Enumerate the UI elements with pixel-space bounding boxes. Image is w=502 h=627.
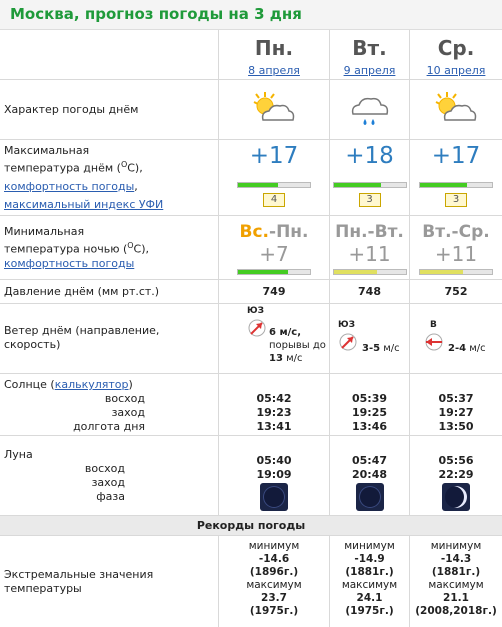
night-day-b: Ср.	[458, 222, 490, 242]
comfort-bar-fill	[334, 183, 381, 187]
weather-cell	[218, 80, 329, 139]
page-title: Москва, прогноз погоды на 3 дня	[10, 5, 302, 23]
sunset-time: 19:27	[438, 406, 474, 419]
records-label-line2: температуры	[4, 582, 82, 595]
records-header: Рекорды погоды	[0, 516, 502, 536]
tmax-cell	[218, 140, 329, 215]
comfort-bar	[237, 269, 311, 275]
sun-cloud-icon	[249, 90, 299, 130]
pressure-cell	[218, 280, 329, 303]
page-title-bar	[0, 0, 502, 30]
temp-max: +17	[431, 143, 481, 169]
wind-arrow-icon	[247, 318, 267, 338]
wind-label-line1: Ветер днём (направление,	[4, 324, 160, 337]
wind-gust: 13	[269, 353, 283, 364]
waxing-crescent-icon	[442, 483, 470, 511]
pressure-row	[0, 280, 502, 304]
moonset-time: 19:09	[256, 468, 292, 481]
record-min-year: (1881г.)	[345, 566, 394, 578]
daylength-label: долгота дня	[73, 420, 145, 433]
comfort-link[interactable]: комфортность погоды	[4, 256, 135, 270]
wind-direction: В	[430, 320, 437, 330]
sun-cell	[329, 374, 409, 435]
pressure-cell	[409, 280, 502, 303]
sunset-label: заход	[111, 406, 145, 419]
moon-cell	[329, 436, 409, 515]
moon-sublabels	[0, 462, 125, 504]
wind-speed: 6 м/с,	[269, 327, 301, 338]
moonset-time: 22:29	[438, 468, 474, 481]
record-min: -14.3	[440, 553, 472, 565]
moon-cell	[218, 436, 329, 515]
night-day-b: Пн.	[276, 222, 309, 242]
moonrise-time: 05:56	[438, 454, 474, 467]
wind-label	[4, 324, 159, 352]
tmin-cell	[218, 216, 329, 279]
sun-label	[4, 378, 133, 392]
record-cell	[218, 536, 329, 627]
tmin-label-line1: Минимальная	[4, 225, 85, 238]
sun-sublabels	[0, 392, 145, 434]
night-day-a: Пн.	[335, 222, 368, 242]
record-min: -14.9	[354, 553, 385, 565]
moonset-time: 20:48	[351, 468, 387, 481]
sunrise-time: 05:37	[438, 392, 474, 405]
record-min-year: (1896г.)	[249, 566, 299, 578]
wind-cell	[329, 304, 409, 373]
record-max-year: (2008,2018г.)	[415, 605, 497, 617]
day-name: Вт.	[352, 36, 387, 60]
tmax-label-line1: Максимальная	[4, 144, 90, 157]
record-max-year: (1975г.)	[345, 605, 394, 617]
tmin-label-unit: C),	[133, 242, 150, 256]
cloud-rain-icon	[345, 90, 395, 130]
day-header-1	[218, 30, 329, 79]
moon-cell	[409, 436, 502, 515]
wind-label-line2: скорость)	[4, 338, 61, 351]
night-label: Вт.-Ср.	[422, 222, 490, 242]
wind-speed-text	[448, 342, 486, 355]
moon-times	[330, 454, 409, 482]
new-moon-icon	[260, 483, 288, 511]
uvi-badge: 3	[445, 193, 467, 207]
record-values	[330, 540, 409, 618]
comfort-bar	[419, 269, 493, 275]
wind-direction: ЮЗ	[247, 306, 264, 316]
weather-cell	[409, 80, 502, 139]
comfort-bar	[333, 182, 407, 188]
wind-arrow-icon	[424, 332, 444, 352]
tmax-cell	[329, 140, 409, 215]
day-date-link[interactable]: 8 апреля	[248, 64, 300, 77]
wind-unit: м/с	[466, 343, 486, 354]
wind-speed-text	[362, 342, 400, 355]
new-moon-icon	[356, 483, 384, 511]
record-max: 21.1	[443, 592, 469, 604]
uvi-badge: 3	[359, 193, 381, 207]
temp-min: +11	[434, 242, 478, 266]
night-label: Вс.-Пн.	[239, 222, 309, 242]
day-date-link[interactable]: 9 апреля	[343, 64, 396, 77]
record-values	[410, 540, 502, 618]
moonrise-label: восход	[84, 462, 125, 475]
sun-label-end: )	[128, 378, 133, 391]
wind-speed: 2-4	[448, 343, 467, 354]
day-header-2	[329, 30, 409, 79]
comfort-bar-fill	[420, 270, 463, 274]
wind-cell	[409, 304, 502, 373]
daylength: 13:46	[351, 420, 387, 433]
record-max-year: (1975г.)	[249, 605, 299, 617]
days-header-row	[0, 30, 502, 80]
temp-min: +7	[259, 242, 289, 266]
day-name: Пн.	[254, 36, 294, 60]
pressure-cell	[329, 280, 409, 303]
moonset-label: заход	[91, 476, 125, 489]
comfort-link[interactable]: комфортность погоды	[4, 179, 135, 193]
sunset-time: 19:23	[256, 406, 292, 419]
records-row	[0, 536, 502, 627]
night-label: Пн.-Вт.	[335, 222, 404, 242]
tmin-label	[4, 225, 149, 271]
record-max-label: максимум	[341, 579, 398, 591]
sunset-time: 19:25	[351, 406, 387, 419]
record-max-label: максимум	[246, 579, 302, 591]
uvi-link[interactable]: максимальный индекс УФИ	[4, 197, 164, 211]
comfort-bar	[419, 182, 493, 188]
records-label-line1: Экстремальные значения	[4, 568, 154, 581]
sun-values	[219, 392, 329, 434]
daylength: 13:50	[438, 420, 474, 433]
moon-row	[0, 436, 502, 516]
records-label	[4, 568, 153, 596]
wind-row	[0, 304, 502, 374]
comfort-bar	[237, 182, 311, 188]
wind-unit: м/с	[380, 343, 400, 354]
record-min-year: (1881г.)	[431, 566, 481, 578]
record-max-label: максимум	[428, 579, 484, 591]
sunrise-time: 05:39	[351, 392, 387, 405]
sun-values	[410, 392, 502, 434]
day-date-link[interactable]: 10 апреля	[426, 64, 486, 77]
pressure-label: Давление днём (мм рт.ст.)	[4, 285, 160, 298]
sun-row	[0, 374, 502, 436]
record-min-label: минимум	[430, 540, 482, 552]
record-min-label: минимум	[248, 540, 300, 552]
tmax-row	[0, 140, 502, 216]
daylength: 13:41	[256, 420, 292, 433]
sunrise-time: 05:42	[256, 392, 292, 405]
comfort-bar-fill	[420, 183, 467, 187]
tmin-label-text: температура ночью (	[4, 242, 128, 256]
night-day-a: Вс.	[239, 222, 269, 242]
degree-mark: O	[127, 241, 134, 250]
sunrise-label: восход	[104, 392, 145, 405]
sun-cloud-icon	[431, 90, 481, 130]
sun-values	[330, 392, 409, 434]
temp-max: +17	[249, 143, 299, 169]
night-day-a: Вт.	[422, 222, 452, 242]
weather-row-label: Характер погоды днём	[4, 103, 139, 116]
weather-icons-row	[0, 80, 502, 140]
comfort-bar-fill	[238, 183, 278, 187]
weather-cell	[329, 80, 409, 139]
moonrise-time: 05:40	[256, 454, 292, 467]
tmax-label: Максимальная температура днём ($^O$C), комфортность погоды, максимальный индекс УФИ	[4, 144, 164, 211]
moon-times	[410, 454, 502, 482]
sun-calculator-link[interactable]: калькулятор	[54, 378, 129, 391]
pressure-value: 749	[262, 285, 286, 298]
pressure-value: 748	[358, 285, 381, 298]
tmin-cell	[409, 216, 502, 279]
tmax-label-text: температура днём (	[4, 161, 121, 175]
day-name: Ср.	[437, 36, 475, 60]
moon-times	[219, 454, 329, 482]
temp-max: +18	[345, 143, 394, 169]
wind-direction: ЮЗ	[338, 320, 355, 330]
sun-cell	[218, 374, 329, 435]
comfort-bar-fill	[238, 270, 288, 274]
moon-phase-label: фаза	[96, 490, 125, 503]
tmin-row	[0, 216, 502, 280]
wind-arrow-icon	[338, 332, 358, 352]
record-max: 24.1	[356, 592, 383, 604]
record-values	[219, 540, 329, 618]
day-header-3	[409, 30, 502, 79]
record-min-label: минимум	[344, 540, 395, 552]
tmax-label-line2	[4, 158, 163, 176]
wind-gust-prefix: порывы до	[269, 340, 326, 351]
sun-label-text: Солнце (	[4, 378, 55, 391]
temp-min: +11	[348, 242, 391, 266]
moonrise-time: 05:47	[351, 454, 387, 467]
record-max: 23.7	[261, 592, 287, 604]
degree-mark: O	[120, 160, 128, 169]
record-min: -14.6	[258, 553, 290, 565]
moon-label: Луна	[4, 448, 33, 461]
tmin-label-line2	[4, 239, 149, 257]
tmax-label-unit: C),	[127, 161, 143, 175]
uvi-badge: 4	[263, 193, 285, 207]
tmin-cell	[329, 216, 409, 279]
tmax-cell	[409, 140, 502, 215]
wind-speed: 3-5	[362, 343, 381, 354]
night-day-b: Вт.	[374, 222, 404, 242]
pressure-value: 752	[444, 285, 468, 298]
wind-cell	[218, 304, 329, 373]
wind-speed-text	[269, 326, 329, 365]
comfort-bar-fill	[334, 270, 377, 274]
record-cell	[409, 536, 502, 627]
sun-cell	[409, 374, 502, 435]
comfort-bar	[333, 269, 407, 275]
record-cell	[329, 536, 409, 627]
wind-unit: м/с	[282, 353, 303, 364]
